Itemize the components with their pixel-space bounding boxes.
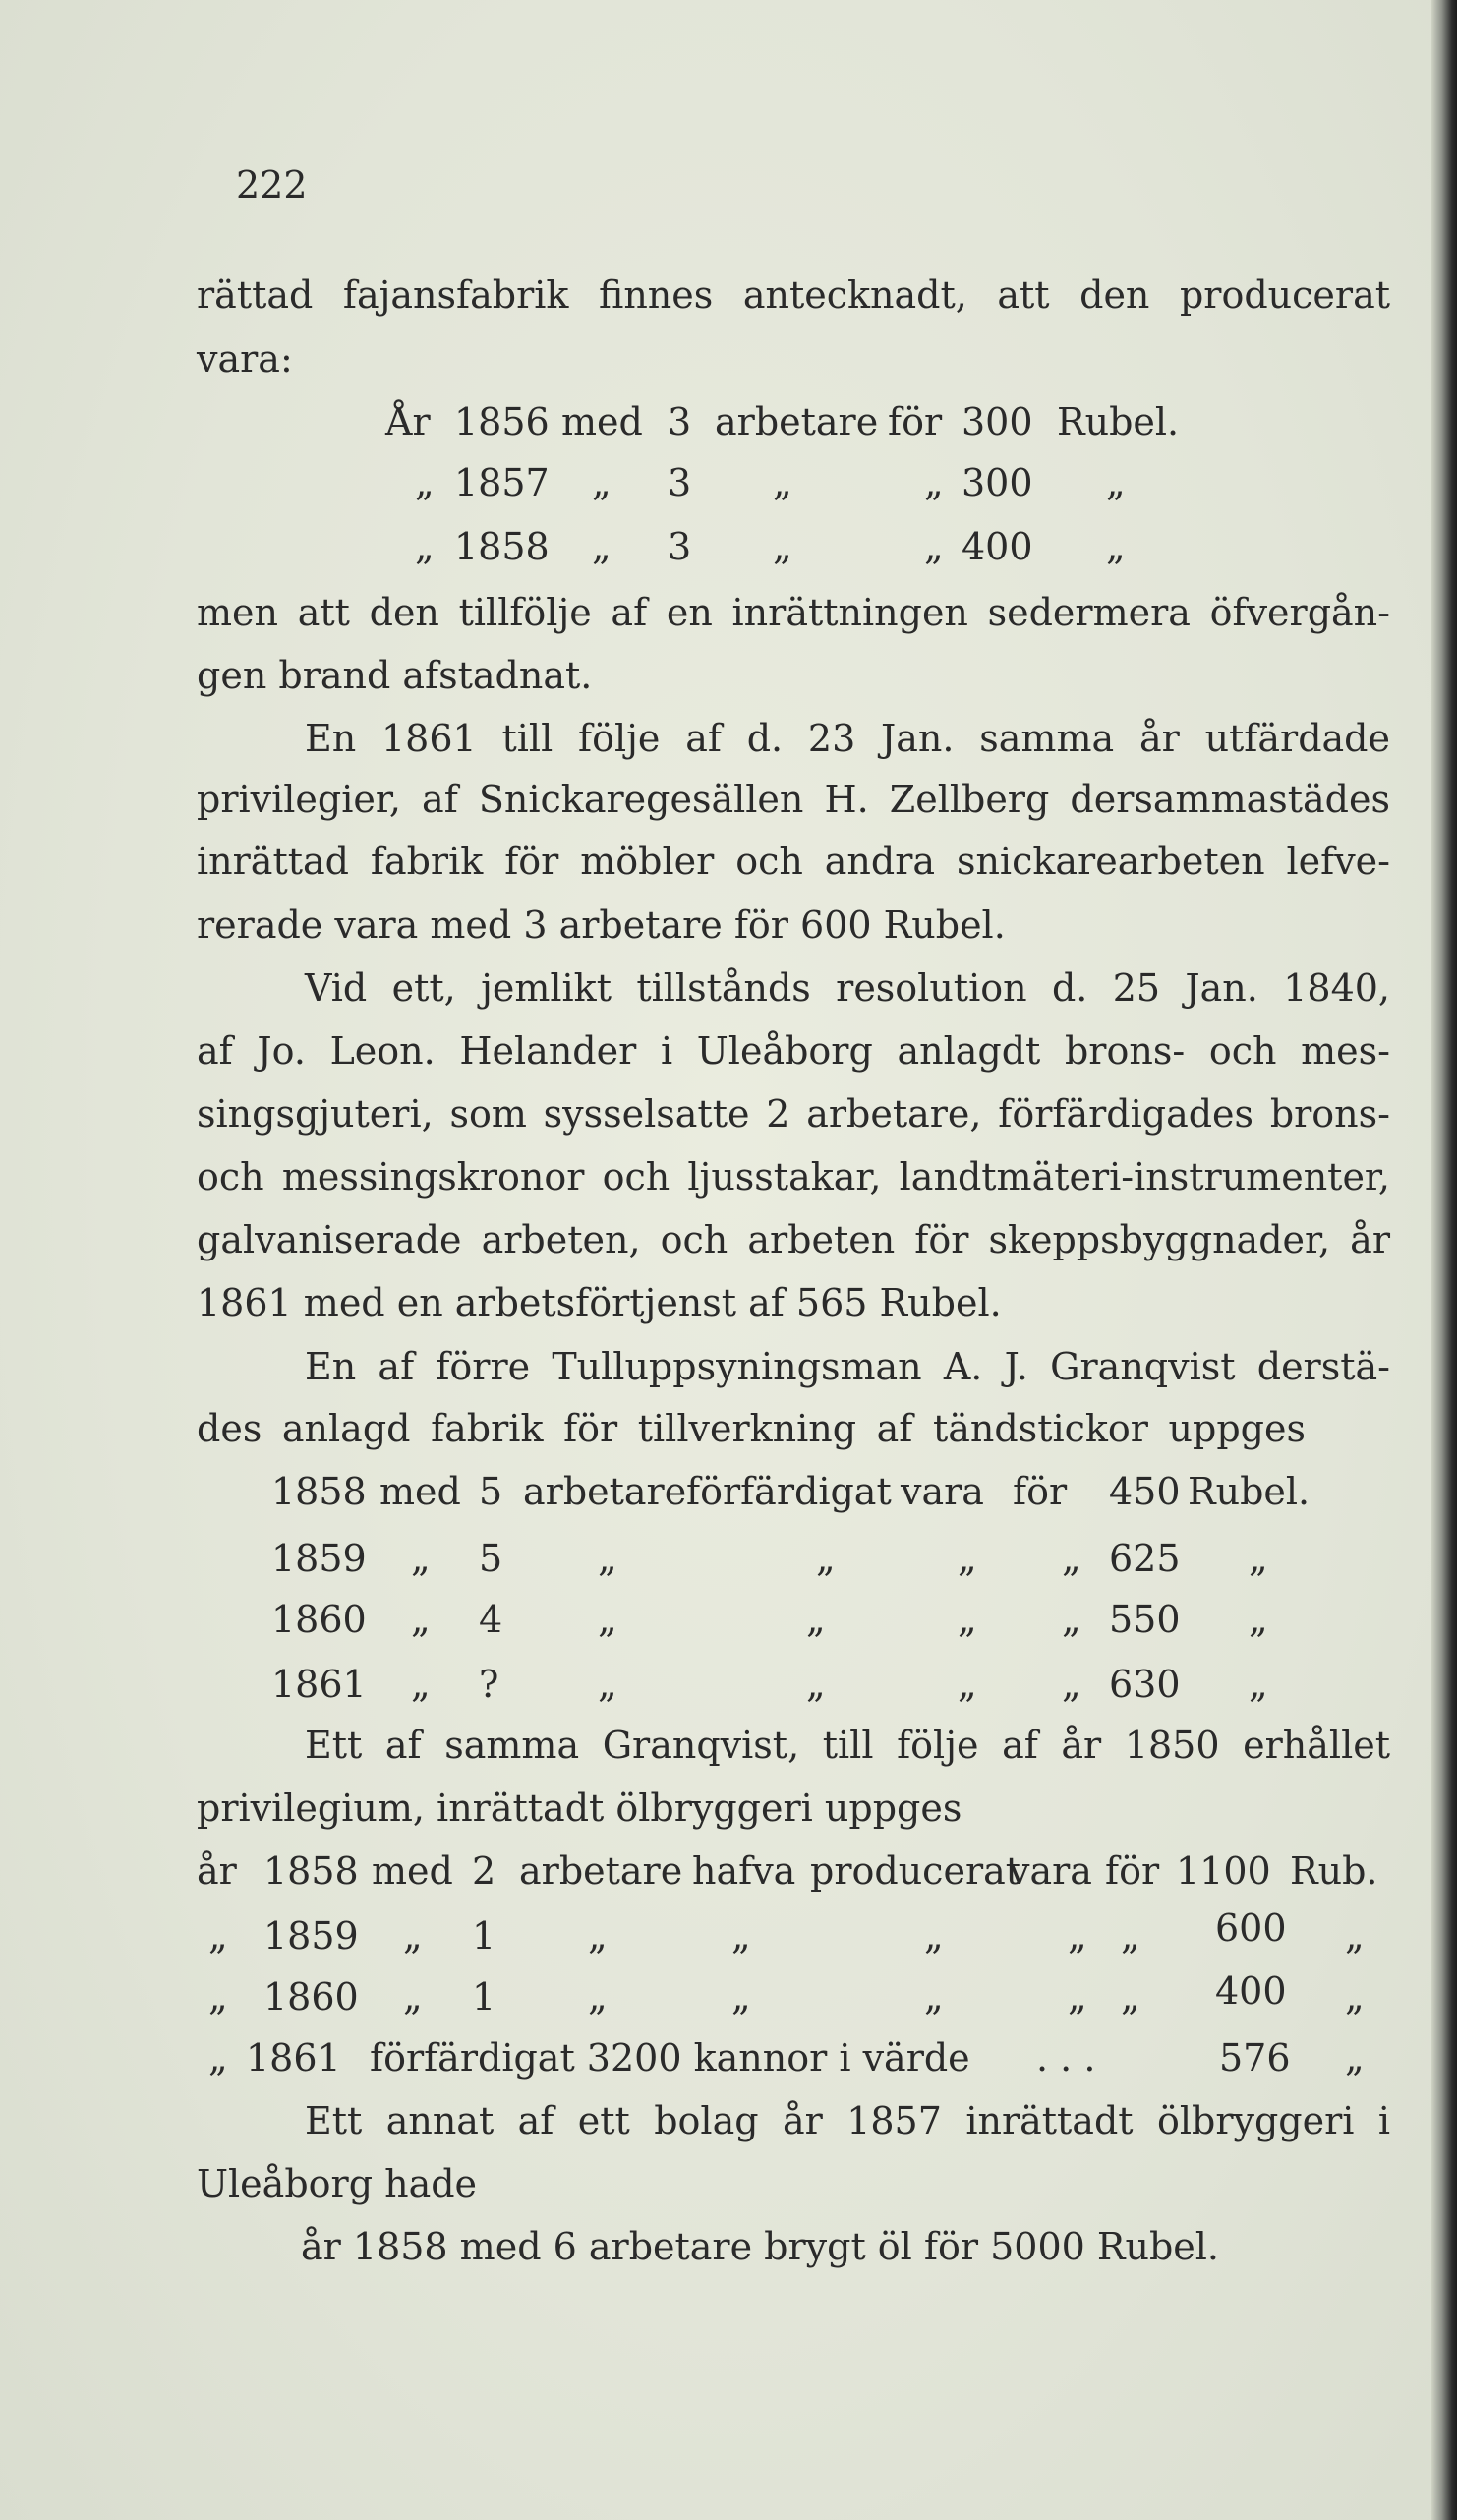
table2-cell: „ bbox=[598, 1598, 617, 1641]
table2-cell: Rubel. bbox=[1188, 1470, 1311, 1513]
table1-cell: 3 bbox=[668, 400, 692, 443]
table3-cell: „ bbox=[924, 1914, 944, 1958]
table3-cell: „ bbox=[208, 2036, 228, 2080]
text-line: singsgjuteri, som sysselsatte 2 arbetare, förfärdigades brons- bbox=[197, 1092, 1390, 1136]
table3-cell: „ bbox=[588, 1914, 608, 1958]
table3-cell: 600 bbox=[1215, 1906, 1287, 1950]
table1-cell: 300 bbox=[962, 400, 1033, 443]
text-line: Ett af samma Granqvist, till följe af år 1850 erhållet bbox=[305, 1724, 1390, 1767]
table2-cell: 1860 bbox=[271, 1598, 367, 1641]
text-line: år 1858 med 6 arbetare brygt öl för 5000 Rubel. bbox=[301, 2225, 1220, 2268]
table2-cell: „ bbox=[958, 1598, 977, 1641]
table2-cell: „ bbox=[1062, 1598, 1081, 1641]
table3-cell: Rub. bbox=[1290, 1849, 1378, 1893]
table3-cell: „ bbox=[403, 1914, 423, 1958]
table2-cell: 1859 bbox=[271, 1537, 367, 1580]
table1-cell: „ bbox=[415, 525, 435, 568]
table2-cell: „ bbox=[806, 1598, 826, 1641]
table3-cell: „ bbox=[1068, 1914, 1087, 1958]
text-line: 1861 med en arbetsförtjenst af 565 Rubel. bbox=[197, 1281, 1002, 1324]
table2-cell: 625 bbox=[1109, 1537, 1181, 1580]
text-line: En 1861 till följe af d. 23 Jan. samma år utfärdade bbox=[305, 717, 1390, 760]
table2-cell: „ bbox=[411, 1537, 431, 1580]
table3-cell: 1860 bbox=[263, 1975, 359, 2019]
table1-cell: 1857 bbox=[454, 461, 550, 504]
table1-cell: 3 bbox=[668, 525, 692, 568]
table2-cell: 5 bbox=[479, 1537, 503, 1580]
table2-cell: „ bbox=[598, 1537, 617, 1580]
table2-cell: för bbox=[1013, 1470, 1068, 1513]
table3-cell: „ bbox=[208, 1914, 228, 1958]
table2-cell: 630 bbox=[1109, 1663, 1181, 1706]
table3-cell: 1861 bbox=[246, 2036, 341, 2080]
table3-cell: „ bbox=[208, 1975, 228, 2019]
table2-cell: 1861 bbox=[271, 1663, 367, 1706]
table3-cell: 1100 bbox=[1176, 1849, 1271, 1893]
table1-cell: „ bbox=[1106, 525, 1126, 568]
table1-cell: „ bbox=[924, 525, 944, 568]
table3-cell: . . . bbox=[1036, 2036, 1096, 2080]
table1-cell: „ bbox=[773, 525, 792, 568]
table1-cell: Rubel. bbox=[1057, 400, 1180, 443]
table1-cell: „ bbox=[924, 461, 944, 504]
table2-cell: 4 bbox=[479, 1598, 503, 1641]
table3-cell: „ bbox=[1345, 2036, 1365, 2080]
table2-cell: ? bbox=[479, 1663, 499, 1706]
table3-cell: „ bbox=[588, 1975, 608, 2019]
table3-cell: för bbox=[1105, 1849, 1160, 1893]
table2-cell: „ bbox=[411, 1598, 431, 1641]
table3-cell: „ bbox=[1345, 1975, 1365, 2019]
table2-cell: „ bbox=[806, 1663, 826, 1706]
table1-cell: arbetare bbox=[715, 400, 879, 443]
table3-cell: 1858 bbox=[263, 1849, 359, 1893]
table1-cell: „ bbox=[415, 461, 435, 504]
table2-cell: förfärdigat bbox=[686, 1470, 892, 1513]
table3-cell: „ bbox=[403, 1975, 423, 2019]
text-line: inrättad fabrik för möbler och andra snickarearbeten lefve- bbox=[197, 840, 1390, 883]
table3-cell: „ bbox=[1345, 1914, 1365, 1958]
text-line: Ett annat af ett bolag år 1857 inrättadt ölbryggeri i bbox=[305, 2099, 1390, 2142]
table3-cell: producerat bbox=[810, 1849, 1021, 1893]
table1-cell: År bbox=[385, 400, 431, 443]
table3-cell: 1 bbox=[472, 1914, 496, 1958]
table1-cell: 3 bbox=[668, 461, 692, 504]
table3-cell: „ bbox=[731, 1914, 751, 1958]
text-line: men att den tillfölje af en inrättningen sedermera öfvergån- bbox=[197, 591, 1390, 634]
table3-cell: „ bbox=[1121, 1975, 1140, 2019]
page-edge-shadow bbox=[1431, 0, 1457, 2520]
table1-cell: för bbox=[888, 400, 943, 443]
text-line: af Jo. Leon. Helander i Uleåborg anlagdt brons- och mes- bbox=[197, 1029, 1390, 1073]
table3-cell: vara bbox=[1009, 1849, 1092, 1893]
text-line: privilegier, af Snickaregesällen H. Zellberg dersammastädes bbox=[197, 778, 1390, 821]
table3-cell: „ bbox=[1121, 1914, 1140, 1958]
text-line: privilegium, inrättadt ölbryggeri uppges bbox=[197, 1787, 962, 1830]
table2-cell: vara bbox=[901, 1470, 984, 1513]
table3-cell: förfärdigat 3200 kannor i värde bbox=[370, 2036, 970, 2080]
table2-cell: „ bbox=[598, 1663, 617, 1706]
table1-cell: 1856 bbox=[454, 400, 550, 443]
text-line: Vid ett, jemlikt tillstånds resolution d. 25 Jan. 1840, bbox=[305, 967, 1390, 1010]
table2-cell: 1858 bbox=[271, 1470, 367, 1513]
table2-cell: 550 bbox=[1109, 1598, 1181, 1641]
table2-cell: „ bbox=[1249, 1598, 1268, 1641]
text-line: rättad fajansfabrik finnes antecknadt, att den producerat bbox=[197, 273, 1390, 317]
table2-cell: 5 bbox=[479, 1470, 503, 1513]
table3-cell: „ bbox=[1068, 1975, 1087, 2019]
table1-cell: „ bbox=[773, 461, 792, 504]
table3-cell: arbetare bbox=[519, 1849, 683, 1893]
table2-cell: „ bbox=[958, 1663, 977, 1706]
text-line: des anlagd fabrik för tillverkning af tändstickor uppges bbox=[197, 1407, 1306, 1450]
table3-cell: hafva bbox=[692, 1849, 796, 1893]
table2-cell: 450 bbox=[1109, 1470, 1181, 1513]
table2-cell: „ bbox=[1062, 1537, 1081, 1580]
table3-cell: 400 bbox=[1215, 1969, 1287, 2013]
text-line: rerade vara med 3 arbetare för 600 Rubel. bbox=[197, 904, 1006, 947]
table3-cell: år bbox=[197, 1849, 237, 1893]
table1-cell: „ bbox=[592, 525, 612, 568]
table3-cell: „ bbox=[924, 1975, 944, 2019]
table1-cell: 300 bbox=[962, 461, 1033, 504]
table2-cell: arbetare bbox=[523, 1470, 687, 1513]
table2-cell: „ bbox=[1249, 1663, 1268, 1706]
table2-cell: „ bbox=[1062, 1663, 1081, 1706]
table2-cell: „ bbox=[958, 1537, 977, 1580]
text-line: En af förre Tulluppsyningsman A. J. Granqvist derstä- bbox=[305, 1345, 1390, 1388]
text-line: Uleåborg hade bbox=[197, 2162, 478, 2205]
table1-cell: 1858 bbox=[454, 525, 550, 568]
table3-cell: 1 bbox=[472, 1975, 496, 2019]
text-line: gen brand afstadnat. bbox=[197, 654, 593, 697]
table2-cell: „ bbox=[411, 1663, 431, 1706]
table2-cell: „ bbox=[816, 1537, 836, 1580]
table1-cell: „ bbox=[592, 461, 612, 504]
table3-cell: med bbox=[372, 1849, 453, 1893]
text-line: vara: bbox=[197, 337, 293, 381]
page-number: 222 bbox=[236, 163, 308, 206]
text-line: och messingskronor och ljusstakar, landtmäteri-instrumenter, bbox=[197, 1155, 1390, 1199]
table3-cell: „ bbox=[731, 1975, 751, 2019]
table3-cell: 1859 bbox=[263, 1914, 359, 1958]
table2-cell: „ bbox=[1249, 1537, 1268, 1580]
table1-cell: med bbox=[561, 400, 643, 443]
text-line: galvaniserade arbeten, och arbeten för skeppsbyggnader, år bbox=[197, 1218, 1390, 1261]
table3-cell: 2 bbox=[472, 1849, 496, 1893]
table2-cell: med bbox=[379, 1470, 461, 1513]
table1-cell: 400 bbox=[962, 525, 1033, 568]
table3-cell: 576 bbox=[1219, 2036, 1291, 2080]
table1-cell: „ bbox=[1106, 461, 1126, 504]
